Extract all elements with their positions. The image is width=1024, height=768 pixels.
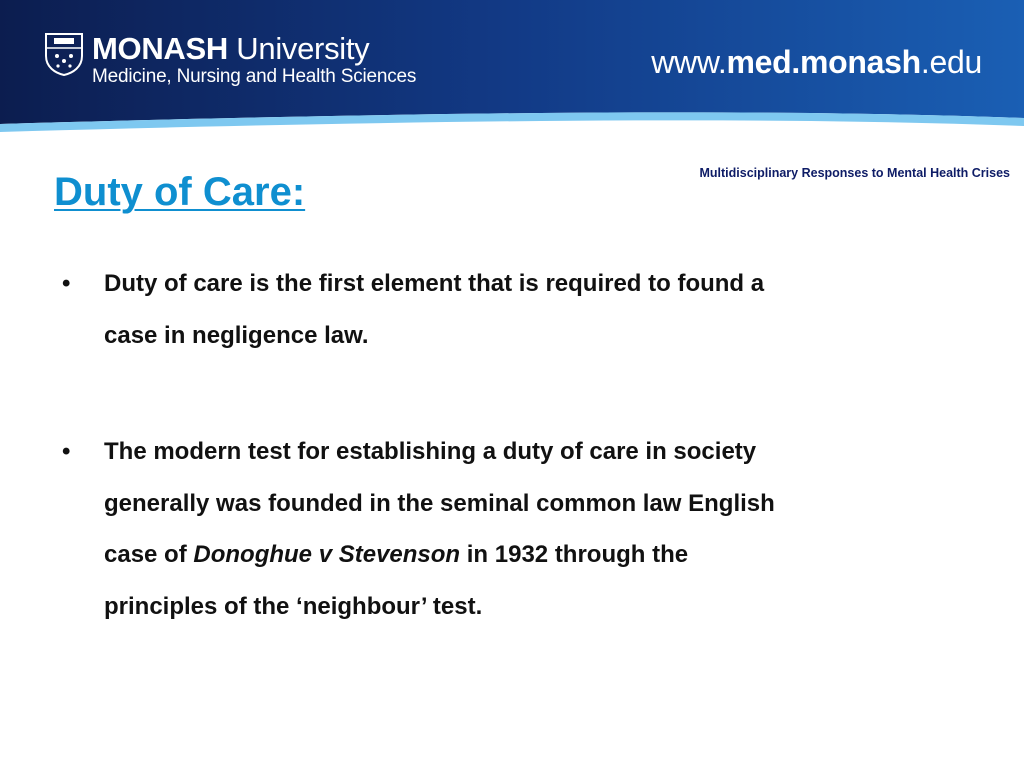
brand-sub: University	[227, 31, 370, 66]
brand-name	[92, 32, 416, 65]
bullet-item	[62, 258, 802, 361]
url-prefix: www.	[651, 44, 727, 80]
presentation-subtitle: Multidisciplinary Responses to Mental Health Crises	[699, 166, 1010, 180]
monash-logo	[44, 32, 416, 89]
slide-title: Duty of Care:	[54, 170, 306, 214]
bullet-text-before: The modern test for establishing a duty of care in society generally was founded in the seminal common law English case of	[104, 438, 775, 568]
bullet-dot: •	[62, 270, 71, 297]
website-url[interactable]	[651, 44, 982, 81]
url-suffix: .edu	[920, 44, 982, 80]
bullet-list	[62, 258, 802, 632]
university-crest-icon	[44, 32, 84, 76]
faculty-name: Medicine, Nursing and Health Sciences	[92, 66, 417, 87]
bullet-text: Duty of care is the first element that is required to found a case in negligence law.	[104, 270, 765, 349]
case-name: Donoghue v Stevenson	[193, 541, 461, 568]
brand-main: MONASH	[92, 31, 228, 66]
url-main: med.monash	[726, 44, 921, 80]
bullet-text-after: in 1932 through the principles of the ‘neighbour’ test.	[104, 541, 689, 620]
bullet-dot: •	[62, 438, 71, 465]
bullet-text	[104, 426, 802, 632]
bullet-item	[62, 426, 802, 632]
